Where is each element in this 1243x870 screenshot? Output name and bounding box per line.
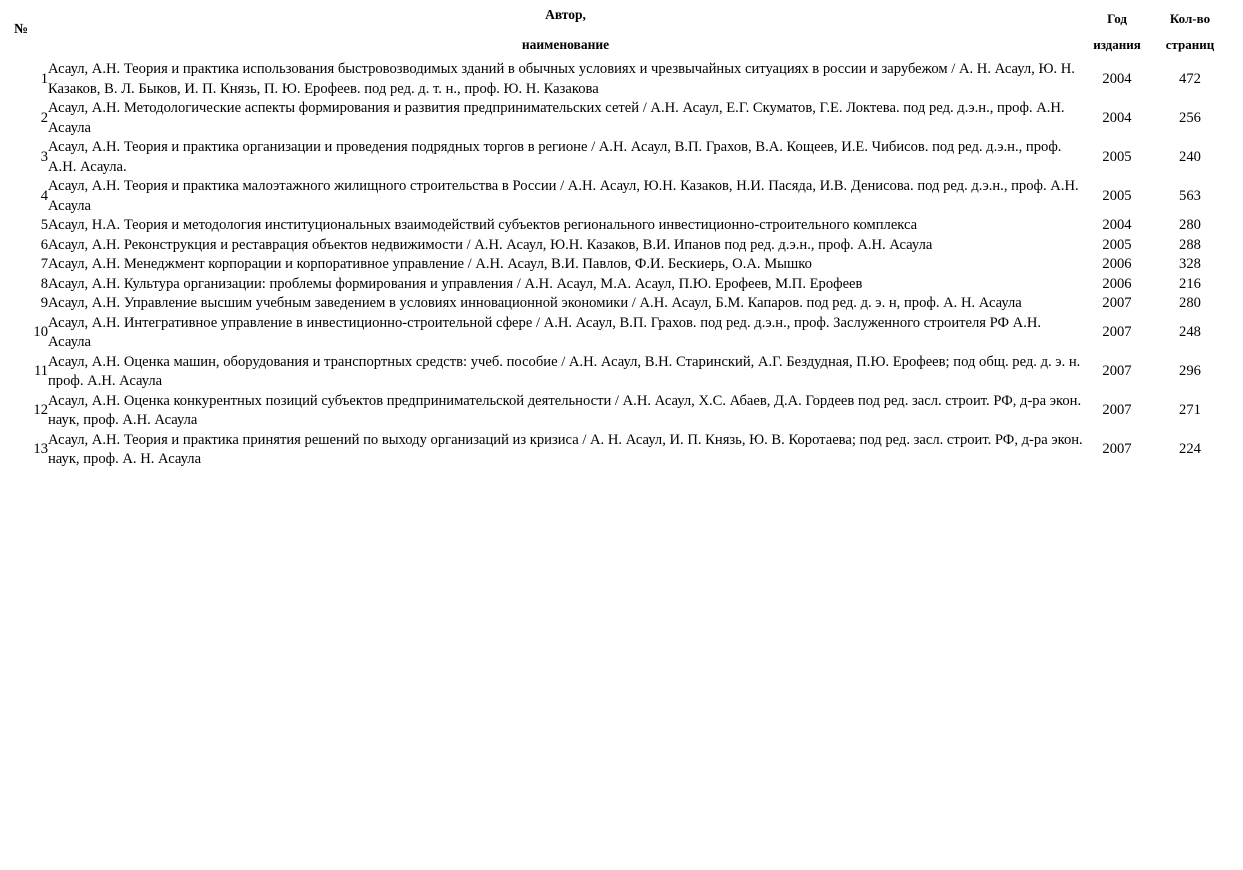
row-pages: 328: [1179, 256, 1201, 272]
row-year: 2004: [1102, 70, 1132, 87]
row-pages: 288: [1179, 236, 1201, 253]
row-year: 2005: [1102, 187, 1132, 204]
row-title: Асаул, А.Н. Интегративное управление в инвестиционно-строительной сфере / А.Н. Асаул, В.П. Грахов. под ред. д.э.н., проф. Заслуженного строителя РФ А.Н. Асаула: [48, 314, 1042, 350]
column-header-title: [48, 0, 1083, 60]
column-header-year: [1083, 0, 1151, 60]
column-header-year-line1: Год: [1107, 11, 1127, 26]
table-row: [14, 392, 1229, 431]
column-header-number: №: [14, 22, 29, 37]
row-number: 10: [33, 324, 48, 341]
table-header: [14, 0, 1229, 60]
table-row: [14, 353, 1229, 392]
row-title: Асаул, А.Н. Теория и практика малоэтажного жилищного строительства в России / А.Н. Асаул, Ю.Н. Казаков, Н.И. Пасяда, И.В. Денисова. под ред. д.э.н., проф. А.Н. Асаула: [48, 178, 1079, 214]
table-body: [14, 60, 1229, 470]
table-row: [14, 275, 1229, 295]
row-pages: 240: [1179, 148, 1201, 165]
row-number: 2: [40, 109, 48, 126]
row-pages: 248: [1179, 324, 1201, 341]
row-pages: 280: [1179, 217, 1201, 233]
row-number: 7: [40, 256, 48, 272]
row-number: 12: [33, 402, 48, 419]
row-title: Асаул, А.Н. Оценка машин, оборудования и транспортных средств: учеб. пособие / А.Н. Асаул, В.Н. Старинский, А.Г. Бездудная, П.Ю. Ерофеев; под общ. ред. д. э. н. проф. А.Н. Асаула: [48, 353, 1081, 389]
row-year: 2004: [1102, 217, 1132, 233]
row-year: 2007: [1102, 363, 1132, 380]
row-number: 5: [40, 217, 48, 233]
table-row: [14, 177, 1229, 216]
column-header-year-line2: издания: [1093, 37, 1141, 52]
row-number: 8: [40, 275, 48, 292]
row-year: 2006: [1102, 275, 1132, 292]
column-header-title-line2: наименование: [521, 37, 610, 52]
row-number: 6: [40, 236, 48, 253]
row-pages: 216: [1179, 275, 1201, 292]
table-row: [14, 294, 1229, 314]
row-pages: 224: [1179, 441, 1201, 458]
table-row: [14, 99, 1229, 138]
row-title: Асаул, А.Н. Оценка конкурентных позиций субъектов предпринимательской деятельности / А.Н. Асаул, Х.С. Абаев, Д.А. Гордеев под ред. засл. строит. РФ, д-ра экон. наук, проф. А.Н. Асаула: [48, 392, 1082, 428]
row-title: Асаул, А.Н. Менеджмент корпорации и корпоративное управление / А.Н. Асаул, В.И. Павлов, Ф.И. Бескиерь, О.А. Мышко: [48, 256, 812, 272]
row-title: Асаул, А.Н. Управление высшим учебным заведением в условиях инновационной экономики / А.Н. Асаул, Б.М. Капаров. под ред. д. э. н, проф. А. Н. Асаула: [48, 295, 1022, 311]
bibliography-table: [14, 0, 1229, 470]
table-row: [14, 314, 1229, 353]
row-number: 9: [40, 295, 48, 311]
table-row: [14, 255, 1229, 275]
row-pages: 280: [1179, 295, 1201, 311]
row-title: Асаул, А.Н. Методологические аспекты формирования и развития предпринимательских сетей / А.Н. Асаул, Е.Г. Скуматов, Г.Е. Локтева. под ред. д.э.н., проф. А.Н. Асаула: [48, 100, 1065, 136]
table-row: [14, 216, 1229, 236]
row-pages: 256: [1179, 109, 1201, 126]
row-year: 2004: [1102, 109, 1132, 126]
row-title: Асаул, А.Н. Теория и практика организации и проведения подрядных торгов в регионе / А.Н. Асаул, В.П. Грахов, В.А. Кощеев, И.Е. Чибисов. под ред. д.э.н., проф. А.Н. Асаула.: [48, 139, 1062, 175]
row-title: Асаул, Н.А. Теория и методология институциональных взаимодействий субъектов регионального инвестиционно-строительного комплекса: [48, 217, 918, 233]
table-row: [14, 431, 1229, 470]
row-pages: 563: [1179, 187, 1201, 204]
row-number: 11: [33, 363, 48, 380]
table-row: [14, 138, 1229, 177]
table-row: [14, 60, 1229, 99]
column-header-pages-line1: Кол-во: [1169, 11, 1211, 26]
column-header-pages-line2: страниц: [1165, 37, 1215, 52]
row-pages: 296: [1179, 363, 1201, 380]
row-title: Асаул, А.Н. Культура организации: проблемы формирования и управления / А.Н. Асаул, М.А. Асаул, П.Ю. Ерофеев, М.П. Ерофеев: [48, 275, 863, 292]
row-year: 2005: [1102, 236, 1132, 253]
row-pages: 472: [1179, 70, 1201, 87]
row-year: 2007: [1102, 324, 1132, 341]
row-number: 3: [40, 148, 48, 165]
row-title: Асаул, А.Н. Теория и практика использования быстровозводимых зданий в обычных условиях и чрезвычайных ситуациях в россии и зарубежом / А. Н. Асаул, Ю. Н. Казаков, В. Л. Быков, И. П. Князь, П. Ю. Ерофеев. под ред. д. т. н., проф. Ю. Н. Казакова: [48, 61, 1075, 97]
row-year: 2005: [1102, 148, 1132, 165]
row-number: 4: [40, 187, 48, 204]
row-number: 13: [33, 441, 48, 458]
row-number: 1: [40, 70, 48, 87]
row-year: 2006: [1102, 256, 1132, 272]
column-header-title-line1: Автор,: [545, 7, 586, 22]
row-year: 2007: [1102, 402, 1132, 419]
row-pages: 271: [1179, 402, 1201, 419]
row-title: Асаул, А.Н. Теория и практика принятия решений по выходу организаций из кризиса / А. Н. Асаул, И. П. Князь, Ю. В. Коротаева; под ред. засл. строит. РФ, д-ра экон. наук, проф. А. Н. Асаула: [48, 431, 1083, 467]
row-year: 2007: [1102, 441, 1132, 458]
column-header-pages: [1151, 0, 1229, 60]
row-year: 2007: [1102, 295, 1132, 311]
table-row: [14, 236, 1229, 256]
row-title: Асаул, А.Н. Реконструкция и реставрация объектов недвижимости / А.Н. Асаул, Ю.Н. Казаков, В.И. Ипанов под ред. д.э.н., проф. А.Н. Асаула: [48, 236, 933, 253]
